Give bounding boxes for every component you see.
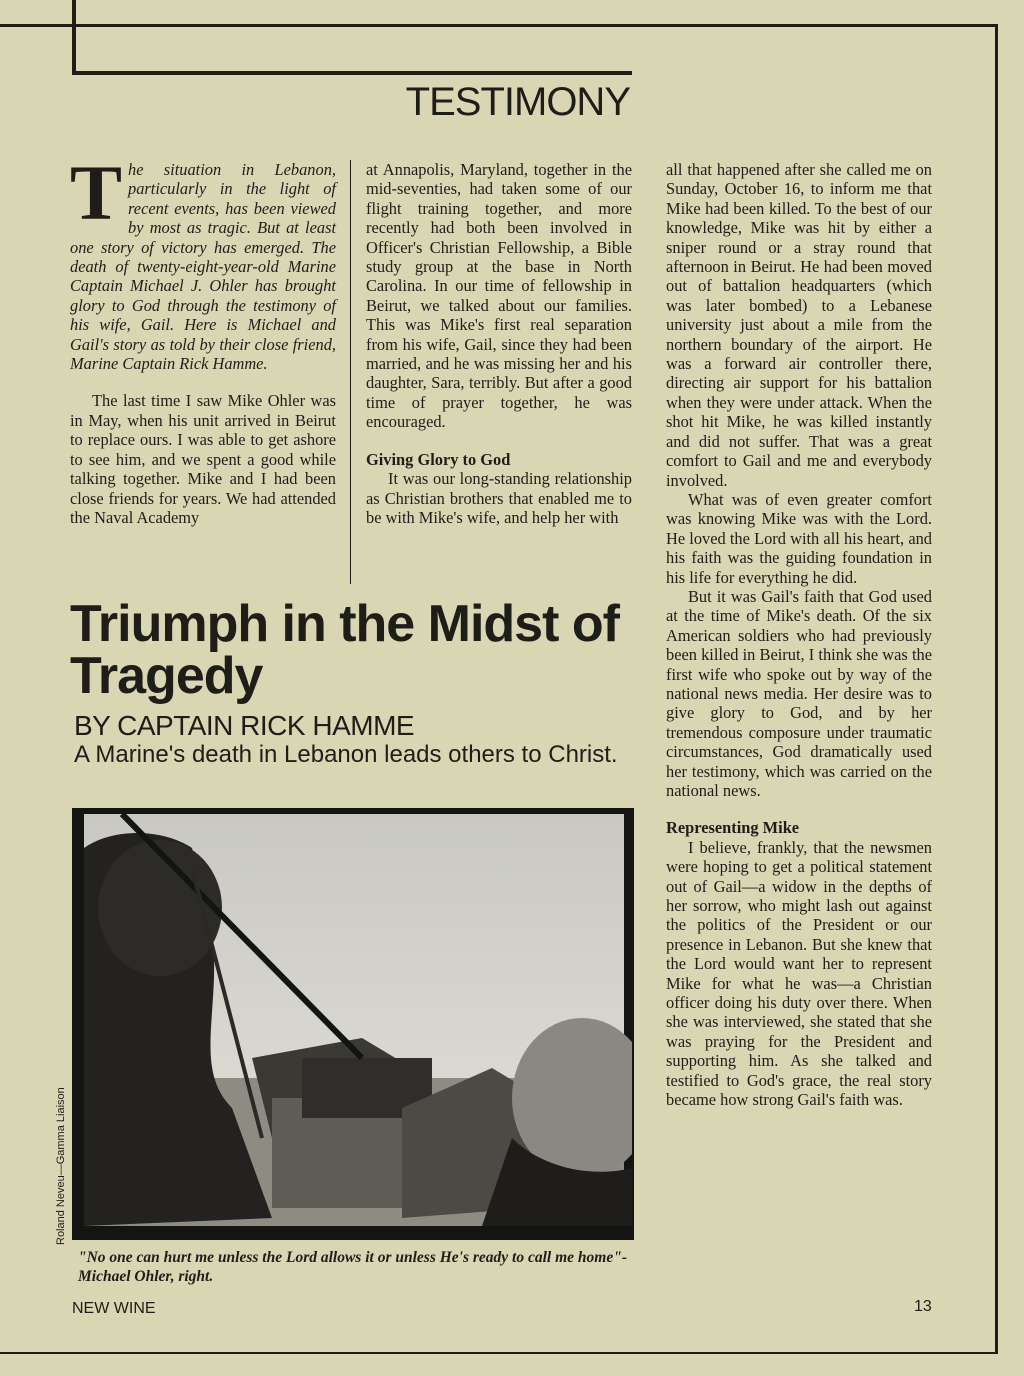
column-1 <box>70 149 336 527</box>
column-2 <box>366 160 632 527</box>
header-tab-left-rule <box>72 0 76 74</box>
byline: BY CAPTAIN RICK HAMME <box>74 710 415 741</box>
frame-right-rule <box>995 24 998 1354</box>
subhead-representing-mike: Representing Mike <box>666 818 800 838</box>
frame-bottom-rule <box>0 1352 998 1354</box>
body-paragraph: all that happened after she called me on Sunday, October 16, to inform me that Mike had been killed. To the best of our knowledge, Mike was hit by either a sniper round or a stray round that afternoon in Beirut. He had been moved out of battalion headquarters (which was later bombed) to a Lebanese university just about a mile from the northern boundary of the airport. He was a forward air controller there, directing air support for his battalion when they were under attack. When the shot hit Mike, he was killed instantly and did not suffer. That was a great comfort to Gail and me and everybody involved. <box>666 160 932 490</box>
column-3 <box>666 160 932 1110</box>
body-paragraph: What was of even greater comfort was knowing Mike was with the Lord. He loved the Lord with all his heart, and his faith was the guiding foundation in his life for everything he did. <box>666 489 932 587</box>
footer-publication: NEW WINE <box>72 1300 156 1317</box>
body-paragraph: It was our long-standing relationship as Christian brothers that enabled me to be with Mike's wife, and help her with <box>366 469 632 527</box>
column-divider <box>350 160 351 584</box>
body-paragraph: The last time I saw Mike Ohler was in May, when his unit arrived in Beirut to replace ours. I was able to get ashore to see him, and we spent a good while talking together. Mike and I had been close friends for years. We had attended the Naval Academy <box>70 391 336 527</box>
header-tab-bottom-rule <box>72 71 632 75</box>
article-title: Triumph in the Midst of Tragedy <box>70 595 619 705</box>
section-label: TESTIMONY <box>405 80 630 124</box>
lede-paragraph <box>70 149 336 374</box>
subhead-giving-glory: Giving Glory to God <box>366 449 511 469</box>
photo-caption: "No one can hurt me unless the Lord allows it or unless He's ready to call me home"-Michael Ohler, right. <box>78 1249 627 1285</box>
lede-text: he situation in Lebanon, particularly in the light of recent events, has been viewed by most as tragic. But at least one story of victory has emerged. The death of twenty-eight-year-old Marine Captain Michael J. Ohler has brought glory to God through the testimony of his wife, Gail. Here is Michael and Gail's story as told by their close friend, Marine Captain Rick Hamme. <box>70 160 336 374</box>
article-deck: A Marine's death in Lebanon leads others to Christ. <box>74 741 618 768</box>
body-paragraph: I believe, frankly, that the newsmen were hoping to get a political statement out of Gail—a widow in the depths of her sorrow, who might lash out against the politics of the President or our presence in Lebanon. But she knew that the Lord would want her to represent Mike for what he was—a Christian officer doing his duty over there. When she was interviewed, she stated that she was praying for the President and supporting him. As she talked and testified to God's grace, the real story became how strong Gail's faith was. <box>666 837 932 1110</box>
drop-cap: T <box>70 149 123 236</box>
body-paragraph: at Annapolis, Maryland, together in the mid-seventies, had taken some of our flight training together, and more recently had both been involved in Officer's Christian Fellowship, a Bible study group at the base in North Carolina. In our time of fellowship in Beirut, we talked about our families. This was Mike's first real separation from his wife, Gail, since they had been married, and he was missing her and his daughter, Sara, terribly. But after a good time of prayer together, he was encouraged. <box>366 160 632 432</box>
article-photo <box>72 808 634 1240</box>
photo-credit: Roland Neveu—Gamma Liaison <box>55 1087 67 1245</box>
body-paragraph: But it was Gail's faith that God used at the time of Mike's death. Of the six American soldiers who had previously been killed in Beirut, I think she was the first wife who spoke out by way of the national news media. Her desire was to give glory to God, and by her tremendous composure under traumatic circumstances, God dramatically used her testimony, which was carried on the national news. <box>666 586 932 800</box>
frame-top-rule <box>0 24 998 27</box>
footer-page-number: 13 <box>914 1298 932 1315</box>
